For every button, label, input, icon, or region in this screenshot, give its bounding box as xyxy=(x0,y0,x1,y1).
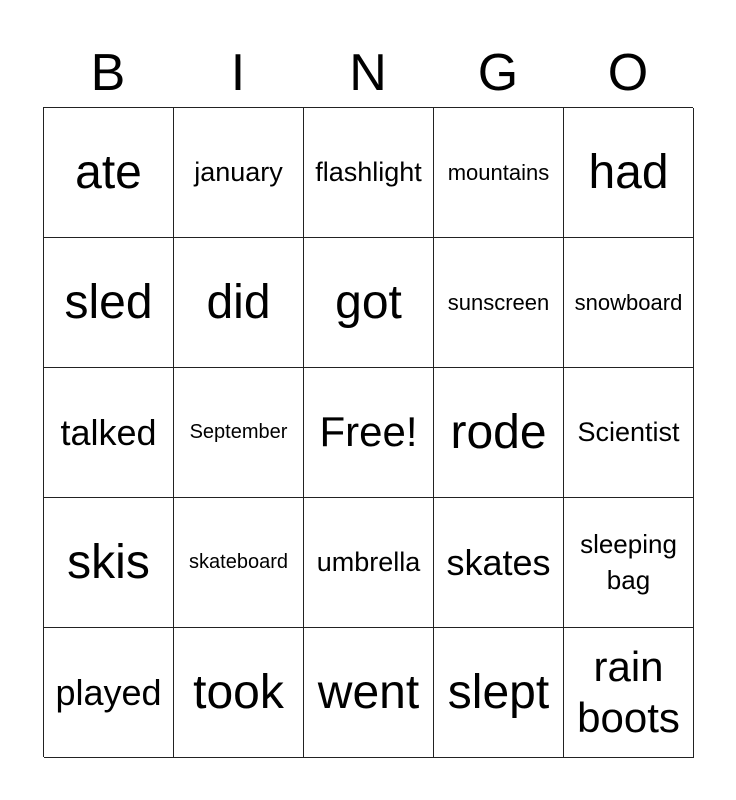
bingo-cell[interactable]: played xyxy=(44,628,174,758)
bingo-cell[interactable]: ate xyxy=(44,108,174,238)
header-letter-o: O xyxy=(607,44,649,102)
bingo-cell[interactable]: skates xyxy=(434,498,564,628)
bingo-grid xyxy=(43,107,693,757)
bingo-cell[interactable]: did xyxy=(174,238,304,368)
header-letter-b: B xyxy=(90,44,126,102)
bingo-cell[interactable]: had xyxy=(564,108,694,238)
bingo-cell[interactable]: flashlight xyxy=(304,108,434,238)
bingo-cell[interactable]: sunscreen xyxy=(434,238,564,368)
bingo-cell[interactable]: Scientist xyxy=(564,368,694,498)
header-letter-i: I xyxy=(230,44,246,102)
bingo-cell[interactable]: january xyxy=(174,108,304,238)
header-letter-g: G xyxy=(477,44,519,102)
bingo-cell[interactable]: got xyxy=(304,238,434,368)
bingo-cell[interactable]: talked xyxy=(44,368,174,498)
bingo-cell[interactable]: sled xyxy=(44,238,174,368)
bingo-cell[interactable]: snowboard xyxy=(564,238,694,368)
bingo-cell[interactable]: rode xyxy=(434,368,564,498)
bingo-cell[interactable]: skis xyxy=(44,498,174,628)
bingo-cell[interactable]: sleeping bag xyxy=(564,498,694,628)
header-letter-n: N xyxy=(349,44,387,102)
bingo-cell[interactable]: slept xyxy=(434,628,564,758)
bingo-cell[interactable]: took xyxy=(174,628,304,758)
bingo-cell[interactable]: September xyxy=(174,368,304,498)
bingo-cell[interactable]: umbrella xyxy=(304,498,434,628)
bingo-header xyxy=(43,40,693,106)
bingo-cell[interactable]: rain boots xyxy=(564,628,694,758)
bingo-cell[interactable]: went xyxy=(304,628,434,758)
bingo-cell[interactable]: skateboard xyxy=(174,498,304,628)
free-space-cell[interactable]: Free! xyxy=(304,368,434,498)
bingo-cell[interactable]: mountains xyxy=(434,108,564,238)
